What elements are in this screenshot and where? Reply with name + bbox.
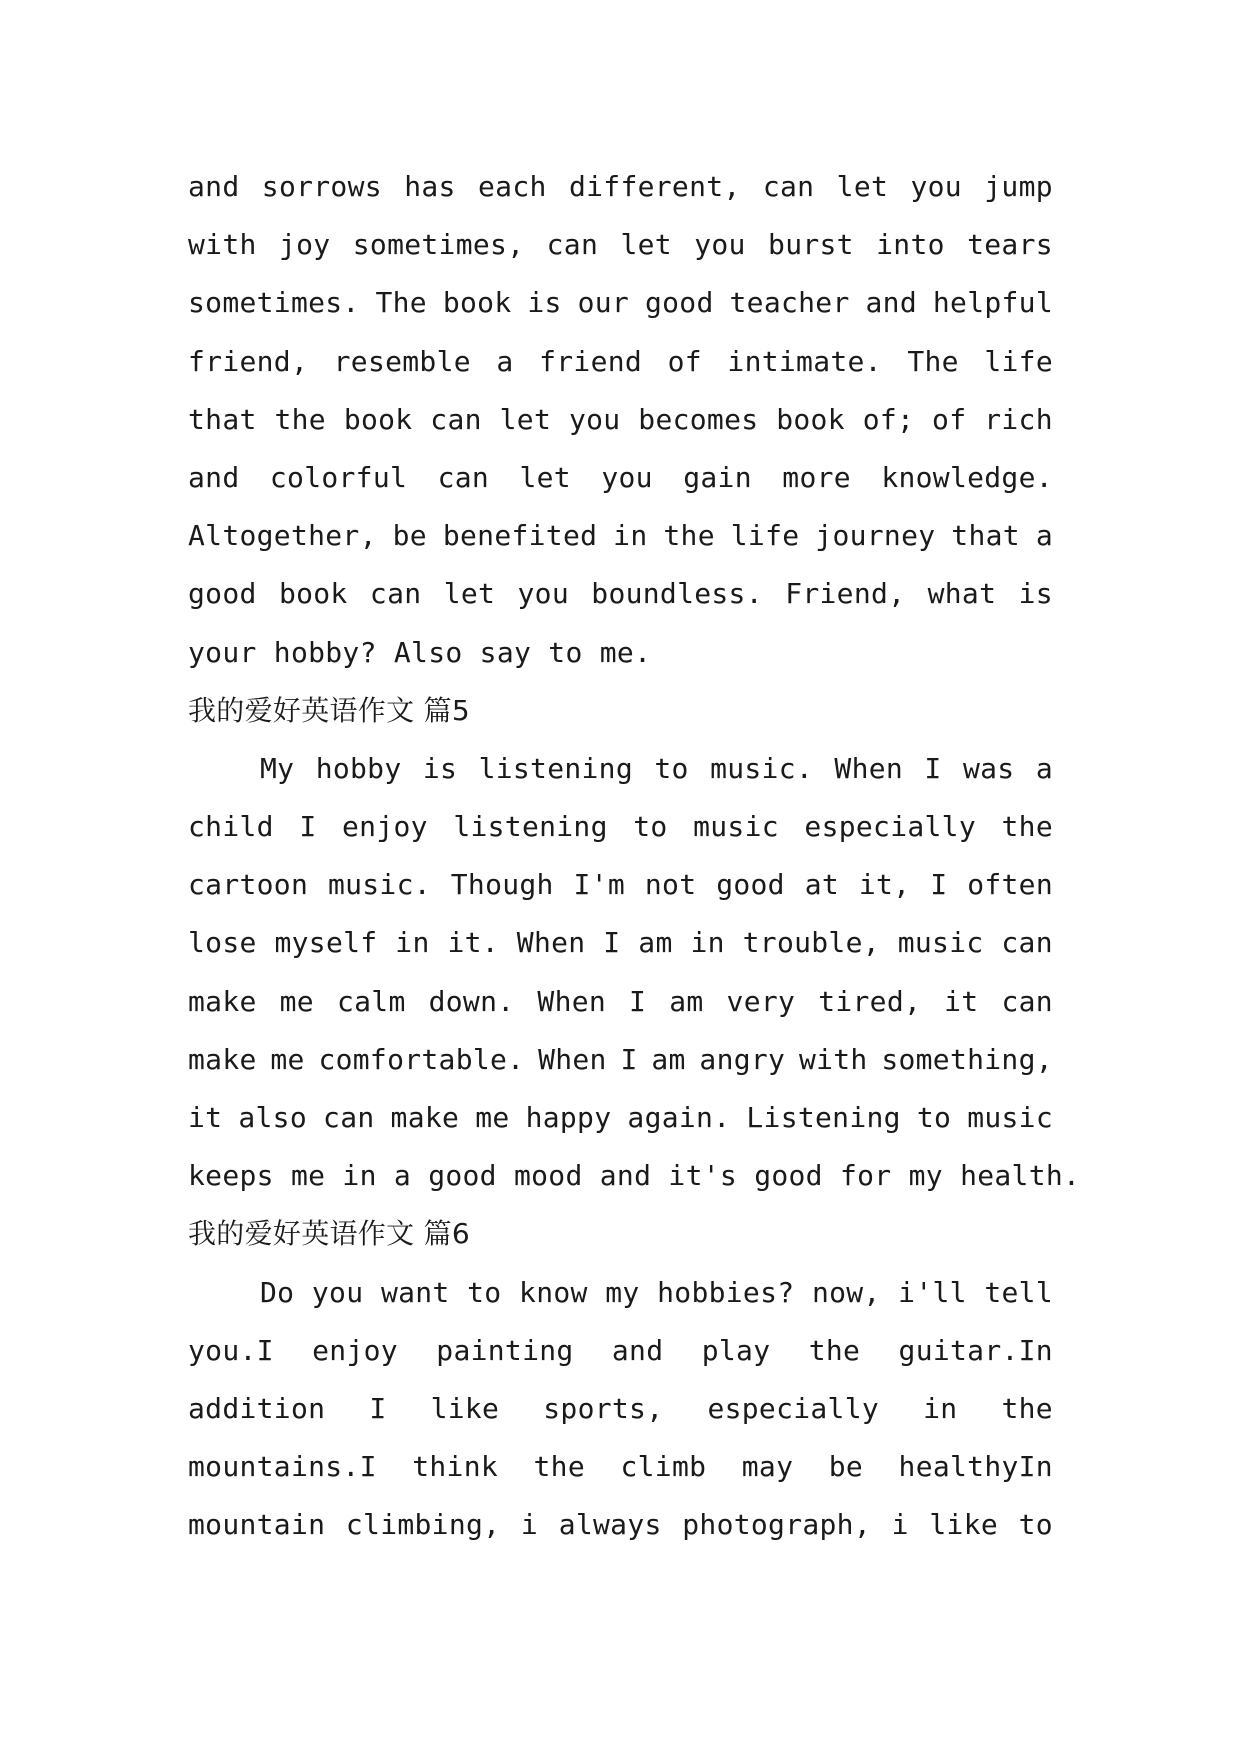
text-line [188,216,1053,274]
word: music [967,1101,1053,1134]
document-body [188,158,1081,1555]
word: good [188,577,257,611]
text-line: keeps me in a good mood and it's good for my health. [188,1159,1081,1193]
word: Though [450,868,554,902]
word: Do [260,1275,295,1309]
word: you [568,402,621,436]
word: cartoon [188,868,309,902]
word: I [620,1042,638,1076]
word: listening [478,751,633,785]
word: especially [707,1391,880,1425]
word: boundless. [591,577,763,611]
word: let [836,170,889,203]
word: intimate. [727,344,882,378]
word: music. [710,751,814,785]
word: often [967,868,1053,902]
word: to [654,751,689,785]
word: of [667,344,702,378]
word: i [520,1508,539,1542]
word: sports, [543,1391,664,1425]
word: you [311,1275,364,1309]
word: i'll [898,1275,967,1309]
word: to [633,810,668,844]
word: make [390,1101,460,1134]
word: more [782,460,851,494]
text-line [188,740,1053,798]
word: mountains.I [188,1450,377,1484]
word: make [188,984,257,1018]
word: down. [428,984,515,1018]
word: i [891,1508,909,1542]
word: music [897,926,984,960]
word: make [188,1042,257,1076]
word: life [984,344,1053,378]
word: good [644,286,714,320]
word: I [603,926,621,960]
word: am [638,926,673,960]
word: the [1001,810,1053,844]
text-line [188,798,1053,856]
word: gain [683,460,752,494]
word: the [808,1333,861,1367]
word: helpful [932,286,1053,320]
word: friend, [188,344,309,378]
word: lose [188,926,257,960]
word: in [690,926,725,960]
word: it. [447,926,499,960]
word: I [369,1391,387,1425]
word: especially [804,810,976,844]
word: sorrows [261,170,382,203]
word: you [601,460,653,494]
word: let [519,460,571,494]
word: angry [699,1042,786,1076]
word: also [238,1101,307,1134]
word: always [558,1508,662,1542]
word: The [907,344,959,378]
word: different, [568,170,741,203]
word: with [188,228,257,262]
word: can [430,402,482,436]
word: am [651,1042,686,1076]
section-heading: 我的爱好英语作文 篇5 [188,693,471,727]
word: can [1001,984,1053,1018]
word: a [1035,751,1053,785]
word: music. [327,868,431,902]
text-line [188,1496,1053,1554]
word: and [611,1333,664,1367]
word: painting [436,1333,574,1367]
word: like [430,1391,500,1425]
word: I [924,751,942,785]
word: and [865,286,917,320]
text-line [188,1089,1053,1147]
word: what [927,577,997,611]
word: sometimes. [188,286,360,320]
word: it [944,984,979,1018]
word: can [369,577,422,611]
text-line [188,1322,1053,1380]
word: think [412,1450,499,1484]
word: calm [336,984,406,1018]
word: is [527,286,562,320]
word: may [741,1450,794,1484]
word: at [804,868,840,902]
word: Listening [746,1101,901,1134]
word: let [443,577,496,611]
word: becomes [638,402,759,436]
word: a [1035,519,1053,553]
text-line [188,1264,1053,1322]
word: When [538,1042,607,1076]
word: me [270,1042,305,1076]
word: Altogether, [188,519,377,553]
word: When [537,984,607,1018]
word: I'm [573,868,626,902]
word: Friend, [785,577,906,611]
word: let [499,402,552,436]
word: good [716,868,785,902]
word: that [188,402,257,436]
word: climb [620,1450,707,1484]
word: rich [984,402,1053,436]
word: each [478,170,547,203]
word: me [475,1101,510,1134]
word: the [1001,1391,1053,1425]
word: benefited [442,519,598,553]
word: addition [188,1391,326,1425]
text-line [188,449,1053,507]
word: you [694,228,746,262]
word: our [577,286,630,320]
word: let [620,228,672,262]
section-heading: 我的爱好英语作文 篇6 [188,1217,471,1251]
word: comfortable. [318,1042,525,1076]
text-line [188,333,1053,391]
word: want [380,1275,450,1309]
text-line [188,158,1053,216]
word: it, [858,868,911,902]
word: child [188,810,274,844]
word: joy [278,228,331,262]
text-line: your hobby? Also say to me. [188,635,652,669]
word: book [442,286,512,320]
word: book [343,402,413,436]
text-line [188,1380,1053,1438]
word: The [375,286,427,320]
word: again. [627,1101,731,1134]
word: it [188,1101,223,1134]
word: in [923,1391,958,1425]
word: know [519,1275,588,1309]
text-line [188,914,1053,972]
word: listening [453,810,608,844]
word: I [930,868,948,902]
word: has [404,170,456,203]
word: a [496,344,514,378]
word: myself [274,926,378,960]
word: of; [862,402,915,436]
word: and [188,460,240,494]
text-line [188,274,1053,332]
word: teacher [729,286,850,320]
word: can [762,170,815,203]
word: jump [984,170,1053,203]
word: the [663,519,715,553]
text-line [188,1438,1053,1496]
text-line [188,391,1053,449]
text-line [188,1031,1053,1089]
word: can [437,460,490,494]
word: is [1018,577,1053,611]
word: not [644,868,697,902]
word: me [279,984,314,1018]
word: into [876,228,945,262]
word: tears [967,228,1053,262]
text-line [188,565,1053,623]
word: When [834,751,904,785]
word: resemble [333,344,471,378]
word: sometimes, [352,228,525,262]
word: to [916,1101,952,1134]
word: I [299,810,317,844]
word: My [260,751,295,785]
word: the [274,402,326,436]
word: in [395,926,430,960]
word: and [188,170,240,203]
word: enjoy [342,810,428,844]
word: music [693,810,779,844]
word: to [1018,1508,1053,1542]
word: healthyIn [898,1450,1053,1484]
word: you [517,577,569,611]
word: now, [811,1275,881,1309]
text-line [188,856,1053,914]
word: was [962,751,1015,785]
word: can [323,1101,375,1134]
word: hobby [315,751,402,785]
word: in [613,519,648,553]
text-line [188,973,1053,1031]
word: tell [984,1275,1053,1309]
word: I [629,984,647,1018]
word: enjoy [312,1333,398,1367]
word: like [929,1508,999,1542]
word: is [422,751,458,785]
word: you [910,170,962,203]
word: that [951,519,1020,553]
word: very [726,984,796,1018]
word: am [669,984,704,1018]
word: friend [539,344,643,378]
word: can [546,228,599,262]
word: be [392,519,427,553]
word: hobbies? [657,1275,795,1309]
word: my [605,1275,640,1309]
word: happy [525,1101,612,1134]
word: colorful [269,460,408,494]
word: guitar.In [898,1333,1053,1367]
word: of [932,402,967,436]
text-line [188,507,1053,565]
word: photograph, [682,1508,871,1542]
word: book [776,402,845,436]
word: be [828,1450,864,1484]
word: the [533,1450,585,1484]
word: book [278,577,348,611]
word: When [516,926,586,960]
word: climbing, [345,1508,501,1542]
word: can [1001,926,1053,960]
word: something, [881,1042,1053,1076]
word: burst [768,228,854,262]
word: journey [815,519,936,553]
word: mountain [188,1508,326,1542]
word: play [701,1333,771,1367]
word: trouble, [742,926,880,960]
word: with [798,1042,868,1076]
word: knowledge. [881,460,1053,494]
word: to [467,1275,502,1309]
word: life [730,519,800,553]
word: tired, [818,984,922,1018]
word: you.I [188,1333,274,1367]
